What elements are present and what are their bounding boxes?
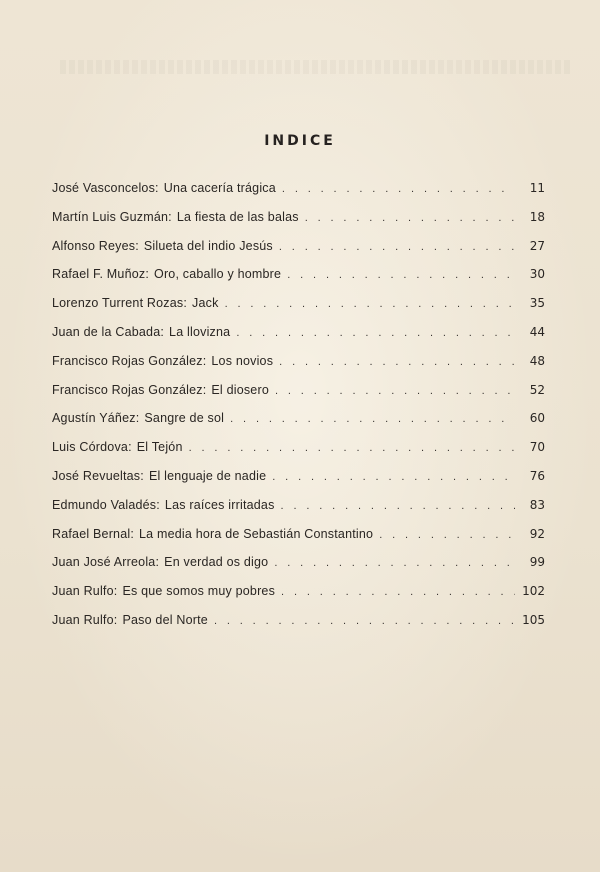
dot-leader: [275, 385, 515, 397]
toc-entry: [52, 239, 545, 268]
dot-leader: [274, 557, 515, 569]
entry-title: El lenguaje de nadie: [148, 468, 267, 483]
entry-page-number: 83: [529, 497, 545, 512]
entry-title: Sangre de sol: [144, 411, 225, 426]
entry-page-number: 60: [529, 411, 545, 426]
toc-entry: [52, 267, 545, 296]
entry-title: Es que somos muy pobres: [122, 584, 276, 599]
table-of-contents: [52, 181, 545, 642]
entry-author: Juan Rulfo :: [52, 584, 117, 598]
entry-author: Agustín Yáñez :: [52, 411, 139, 425]
entry-title: La media hora de Sebastián Constantino: [139, 526, 374, 541]
entry-author: Luis Córdova :: [52, 440, 132, 454]
toc-entry: [52, 383, 545, 412]
entry-author: Alfonso Reyes :: [52, 239, 139, 253]
dot-leader: [281, 500, 515, 512]
entry-title: Oro, caballo y hombre: [154, 267, 282, 282]
toc-entry: [52, 555, 545, 584]
dot-leader: [287, 269, 515, 281]
entry-page-number: 70: [529, 440, 545, 455]
toc-entry: [52, 527, 545, 556]
entry-title: El diosero: [211, 382, 269, 397]
entry-page-number: 105: [522, 612, 545, 627]
dot-leader: [279, 356, 515, 368]
toc-entry: [52, 584, 545, 613]
entry-title: En verdad os digo: [164, 555, 269, 570]
dot-leader: [379, 529, 515, 541]
toc-entry: [52, 296, 545, 325]
entry-author: Rafael F. Muñoz :: [52, 267, 149, 281]
entry-title: Silueta del indio Jesús: [143, 238, 273, 253]
dot-leader: [282, 183, 515, 195]
dot-leader: [305, 212, 515, 224]
entry-title: El Tejón: [136, 440, 183, 455]
toc-entry: [52, 325, 545, 354]
entry-author: José Revueltas :: [52, 469, 144, 483]
entry-title: Paso del Norte: [122, 612, 208, 627]
toc-entry: [52, 613, 545, 642]
entry-page-number: 27: [529, 238, 545, 253]
entry-page-number: 102: [522, 584, 545, 599]
dot-leader: [281, 586, 515, 598]
entry-author: Rafael Bernal :: [52, 527, 134, 541]
entry-title: Las raíces irritadas: [164, 497, 275, 512]
entry-title: La fiesta de las balas: [176, 209, 299, 224]
entry-page-number: 18: [529, 209, 545, 224]
toc-entry: [52, 440, 545, 469]
entry-title: Jack: [192, 296, 219, 311]
toc-entry: [52, 498, 545, 527]
dot-leader: [272, 471, 515, 483]
entry-author: Juan José Arreola :: [52, 555, 159, 569]
show-through-texture: [60, 60, 570, 74]
entry-page-number: 76: [529, 468, 545, 483]
entry-author: Juan de la Cabada :: [52, 325, 164, 339]
toc-entry: [52, 210, 545, 239]
entry-page-number: 11: [529, 181, 545, 195]
dot-leader: [189, 442, 515, 454]
entry-page-number: 99: [529, 555, 545, 570]
entry-title: La llovizna: [169, 324, 231, 339]
entry-author: Martín Luis Guzmán :: [52, 210, 172, 224]
dot-leader: [225, 298, 515, 310]
entry-page-number: 35: [529, 296, 545, 311]
entry-page-number: 30: [529, 267, 545, 282]
entry-page-number: 52: [529, 382, 545, 397]
entry-title: Una cacería trágica: [163, 181, 276, 195]
entry-author: José Vasconcelos :: [52, 181, 159, 195]
entry-page-number: 48: [529, 353, 545, 368]
entry-page-number: 92: [529, 526, 545, 541]
entry-author: Francisco Rojas González :: [52, 383, 206, 397]
entry-author: Edmundo Valadés :: [52, 498, 160, 512]
entry-author: Juan Rulfo :: [52, 613, 117, 627]
dot-leader: [230, 413, 515, 425]
entry-author: Lorenzo Turrent Rozas :: [52, 296, 187, 310]
toc-entry: [52, 181, 545, 210]
dot-leader: [236, 327, 515, 339]
entry-title: Los novios: [211, 353, 274, 368]
toc-entry: [52, 469, 545, 498]
dot-leader: [279, 241, 515, 253]
toc-entry: [52, 411, 545, 440]
entry-author: Francisco Rojas González :: [52, 354, 206, 368]
page-title: INDICE: [264, 133, 336, 149]
toc-entry: [52, 354, 545, 383]
dot-leader: [214, 615, 515, 627]
entry-page-number: 44: [529, 324, 545, 339]
